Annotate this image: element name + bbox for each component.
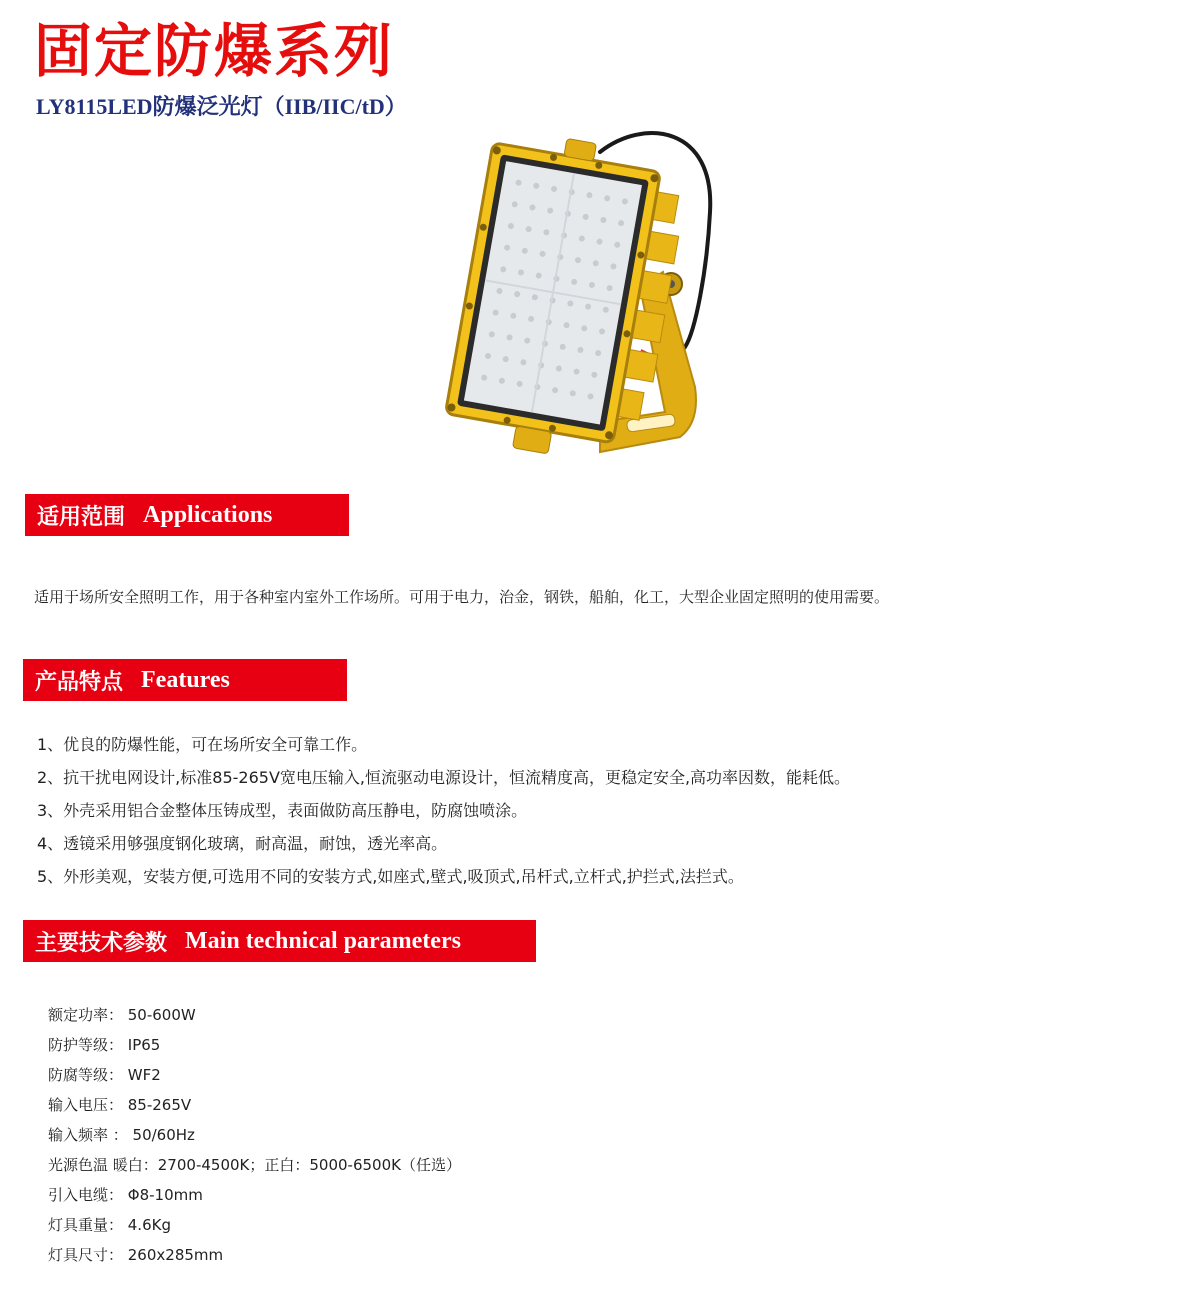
parameter-item: 防护等级： IP65 — [48, 1036, 161, 1054]
parameter-item: 灯具尺寸： 260x285mm — [48, 1246, 224, 1264]
section-header-en: Features — [141, 666, 230, 693]
section-header-en: Main technical parameters — [185, 927, 461, 954]
parameter-item: 防腐等级： WF2 — [48, 1066, 161, 1084]
parameter-item: 引入电缆： Φ8-10mm — [48, 1186, 203, 1204]
feature-item: 1、优良的防爆性能，可在场所安全可靠工作。 — [37, 735, 368, 754]
parameter-item: 光源色温 暖白：2700-4500K；正白：5000-6500K（任选） — [48, 1156, 461, 1174]
section-header-features — [23, 659, 347, 701]
section-header-applications — [25, 494, 349, 536]
parameter-item: 额定功率： 50-600W — [48, 1006, 196, 1024]
feature-item: 4、透镜采用够强度钢化玻璃，耐高温，耐蚀，透光率高。 — [37, 834, 448, 853]
page-title: 固定防爆系列 — [34, 17, 395, 85]
parameters-list — [48, 1000, 461, 1270]
parameter-item: 输入电压： 85-265V — [48, 1096, 192, 1114]
features-list — [37, 728, 850, 893]
applications-text: 适用于场所安全照明工作，用于各种室内室外工作场所。可用于电力，治金，钢铁，船舶，化工，大型企业固定照明的使用需要。 — [34, 588, 890, 606]
section-header-cn: 适用范围 — [37, 504, 126, 530]
feature-item: 5、外形美观，安装方便,可选用不同的安装方式,如座式,壁式,吸顶式,吊杆式,立杆式,护拦式,法拦式。 — [37, 867, 744, 886]
section-header-en: Applications — [143, 501, 273, 528]
section-header-parameters — [23, 920, 536, 962]
parameter-item: 输入频率 ： 50/60Hz — [48, 1126, 195, 1144]
feature-item: 3、外壳采用铝合金整体压铸成型，表面做防高压静电，防腐蚀喷涂。 — [37, 801, 528, 820]
section-header-cn: 主要技术参数 — [35, 930, 168, 956]
parameter-item: 灯具重量： 4.6Kg — [48, 1216, 171, 1234]
section-header-cn: 产品特点 — [35, 669, 124, 695]
product-model-title: LY8115LED防爆泛光灯（IIB/IIC/tD） — [36, 94, 407, 119]
floodlight-product-image — [395, 122, 775, 512]
feature-item: 2、抗干扰电网设计,标准85-265V宽电压输入,恒流驱动电源设计，恒流精度高，更稳定安全,高功率因数，能耗低。 — [37, 768, 851, 787]
